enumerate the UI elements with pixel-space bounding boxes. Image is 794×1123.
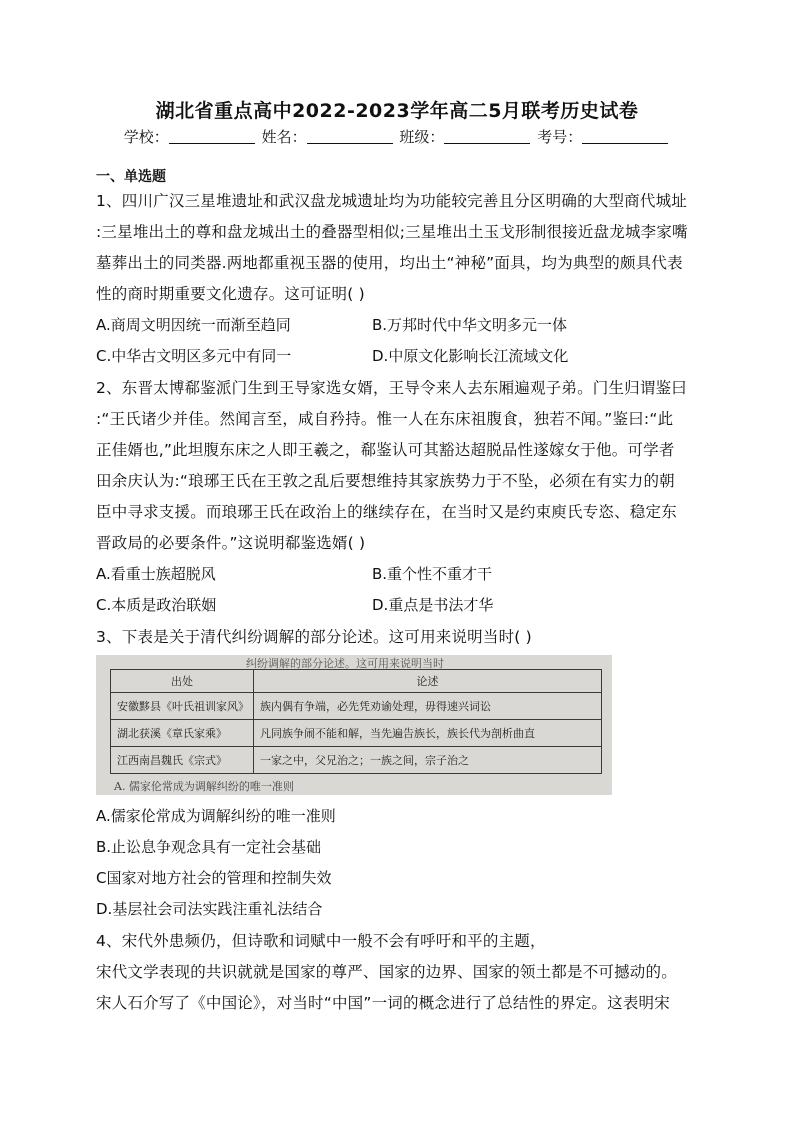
table-row bbox=[111, 693, 602, 720]
q1-line-3: 墓葬出土的同类器.两地都重视玉器的使用，均出土“神秘”面具，均为典型的颇具代表 bbox=[96, 254, 683, 272]
q4-line-2: 宋代文学表现的共识就就是国家的尊严、国家的边界、国家的领土都是不可撼动的。 bbox=[96, 963, 677, 981]
class-label: 班级： bbox=[399, 128, 445, 146]
q1-line-1: 1、四川广汉三星堆遗址和武汉盘龙城遗址均为功能较完善且分区明确的大型商代城址 bbox=[96, 192, 687, 210]
q4-line-3: 宋人石介写了《中国论》，对当时“中国”一词的概念进行了总结性的界定。这表明宋 bbox=[96, 994, 670, 1012]
q2-option-a[interactable]: A.看重士族超脱风 bbox=[96, 565, 216, 583]
q2-option-c[interactable]: C.本质是政治联姻 bbox=[96, 596, 217, 614]
q3-stem: 3、下表是关于清代纠纷调解的部分论述。这可用来说明当时( ) bbox=[96, 628, 532, 646]
q1-option-b[interactable]: B.万邦时代中华文明多元一体 bbox=[372, 316, 568, 334]
q3-option-a[interactable]: A.儒家伦常成为调解纠纷的唯一准则 bbox=[96, 807, 336, 825]
table-cell: 安徽黟县《叶氏祖训家风》 bbox=[111, 693, 254, 720]
school-label: 学校： bbox=[123, 128, 169, 146]
exam-no-label: 考号： bbox=[537, 128, 583, 146]
table-cell: 一家之中，父兄治之；一族之间，宗子治之 bbox=[254, 747, 602, 774]
q4-line-1: 4、宋代外患频仍，但诗歌和词赋中一般不会有呼吁和平的主题， bbox=[96, 932, 546, 950]
section-title: 一、单选题 bbox=[96, 169, 166, 185]
q2-line-1: 2、东晋太博郗鉴派门生到王导家选女婿，王导令来人去东厢遍观子弟。门生归谓鉴曰 bbox=[96, 379, 687, 397]
photo-top-text: 纠纷调解的部分论述。这可用来说明当时 bbox=[246, 657, 444, 670]
table-cell: 湖北获溪《章氏家乘》 bbox=[111, 720, 254, 747]
q2-line-6: 晋政局的必要条件。”这说明郗鉴选婿( ) bbox=[96, 534, 366, 552]
name-label: 姓名： bbox=[261, 128, 307, 146]
table-cell: 凡同族争闹不能和解，当先遍告族长，族长代为剖析曲直 bbox=[254, 720, 602, 747]
student-info-line bbox=[0, 126, 794, 147]
q2-line-2: :“王氏诸少并佳。然闻言至，咸自矜持。惟一人在东床祖腹食，独若不闻。”鉴曰:“此 bbox=[96, 410, 674, 428]
table-header-statement: 论述 bbox=[254, 670, 602, 693]
class-blank[interactable] bbox=[444, 129, 530, 144]
q2-line-3: 正佳婿也,”此坦腹东床之人即王羲之，郗鉴认可其豁达超脱品性遂嫁女于他。可学者 bbox=[96, 441, 675, 459]
q1-line-2: :三星堆出土的尊和盘龙城出土的叠器型相似;三星堆出土玉戈形制很接近盘龙城李家嘴 bbox=[96, 223, 688, 241]
table-row bbox=[111, 720, 602, 747]
page-title: 湖北省重点高中2022-2023学年高二5月联考历史试卷 bbox=[155, 100, 639, 122]
table-cell: 江西南昌魏氏《宗式》 bbox=[111, 747, 254, 774]
q1-line-4: 性的商时期重要文化遗存。这可证明( ) bbox=[96, 285, 365, 303]
q1-option-a[interactable]: A.商周文明因统一而渐至趋同 bbox=[96, 316, 291, 334]
q3-option-d[interactable]: D.基层社会司法实践注重礼法结合 bbox=[96, 900, 323, 918]
table-header-source: 出处 bbox=[111, 670, 254, 693]
q2-option-b[interactable]: B.重个性不重才干 bbox=[372, 565, 493, 583]
q3-table-photo bbox=[96, 655, 612, 795]
table-cell: 族内偶有争端，必先凭劝谕处理，毋得速兴词讼 bbox=[254, 693, 602, 720]
q1-option-c[interactable]: C.中华古文明区多元中有同一 bbox=[96, 347, 292, 365]
exam-no-blank[interactable] bbox=[582, 129, 668, 144]
table-header-row bbox=[111, 670, 602, 693]
q1-option-d[interactable]: D.中原文化影响长江流域文化 bbox=[372, 347, 569, 365]
q2-line-4: 田余庆认为:“琅琊王氏在王敦之乱后要想维持其家族势力于不坠，必须在有实力的朝 bbox=[96, 472, 675, 490]
name-blank[interactable] bbox=[307, 129, 393, 144]
q3-option-b[interactable]: B.止讼息争观念具有一定社会基础 bbox=[96, 838, 322, 856]
photo-bottom-text: A. 儒家伦常成为调解纠纷的唯一准则 bbox=[114, 780, 294, 793]
q2-option-d[interactable]: D.重点是书法才华 bbox=[372, 596, 494, 614]
q2-line-5: 臣中寻求支援。而琅琊王氏在政治上的继续存在，在当时又是约束庾氏专恣、稳定东 bbox=[96, 503, 677, 521]
q3-table bbox=[110, 669, 602, 774]
school-blank[interactable] bbox=[169, 129, 255, 144]
q3-option-c[interactable]: C国家对地方社会的管理和控制失效 bbox=[96, 869, 332, 887]
table-row bbox=[111, 747, 602, 774]
